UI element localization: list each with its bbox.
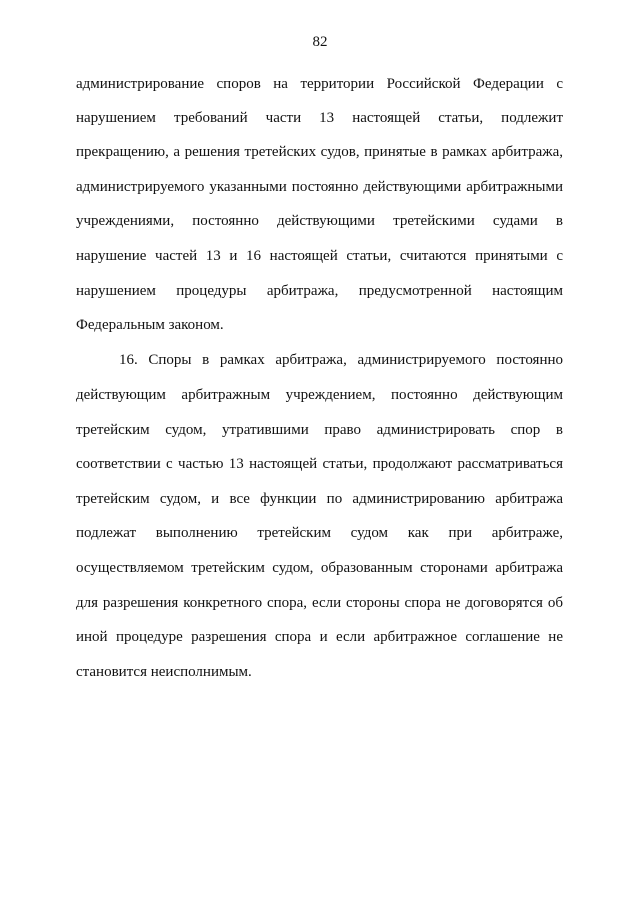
text-line: администрируемого указанными постоянно действующими арбитражными [76,179,563,195]
text-line: соответствии с частью 13 настоящей статьи, продолжают рассматриваться [76,456,563,472]
text-line: третейским судом, утратившими право администрировать спор в [76,422,563,438]
text-line: подлежат выполнению третейским судом как при арбитраже, [76,525,563,541]
text-line: становится неисполнимым. [76,664,252,680]
text-line: нарушением процедуры арбитража, предусмотренной настоящим [76,283,563,299]
text-line: иной процедуре разрешения спора и если арбитражное соглашение не [76,629,563,645]
text-line: Федеральным законом. [76,317,224,333]
text-line: администрирование споров на территории Российской Федерации с [76,76,563,92]
text-line: учреждениями, постоянно действующими третейскими судами в [76,213,563,229]
page-number: 82 [312,34,328,50]
text-line: прекращению, а решения третейских судов, принятые в рамках арбитража, [76,144,563,160]
text-line: третейским судом, и все функции по администрированию арбитража [76,491,563,507]
text-line: нарушение частей 13 и 16 настоящей статьи, считаются принятыми с [76,248,563,264]
text-line: для разрешения конкретного спора, если стороны спора не договорятся об [76,595,563,611]
text-line: нарушением требований части 13 настоящей статьи, подлежит [76,110,563,126]
text-line: 16. Споры в рамках арбитража, администрируемого постоянно [119,352,563,368]
text-line: действующим арбитражным учреждением, постоянно действующим [76,387,563,403]
text-line: осуществляемом третейским судом, образованным сторонами арбитража [76,560,563,576]
